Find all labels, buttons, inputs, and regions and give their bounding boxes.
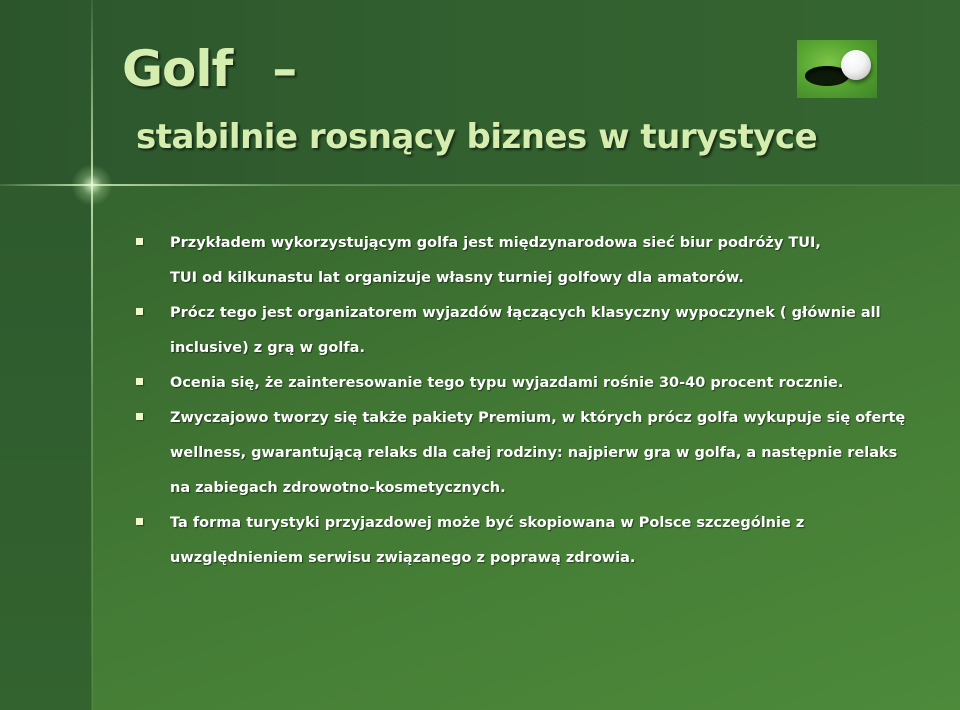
bullet-line: Ta forma turystyki przyjazdowej może być skopiowana w Polsce szczególnie z [170,515,805,531]
bullet-item [128,401,918,506]
square-bullet-icon [136,413,143,420]
bullet-line: TUI od kilkunastu lat organizuje własny turniej golfowy dla amatorów. [170,270,744,286]
bullet-line: inclusive) z grą w golfa. [170,340,365,356]
horizontal-accent-line [0,184,960,186]
golf-ball-hole-icon [797,40,877,98]
bullet-item [128,296,918,366]
accent-glow [71,164,113,206]
bullet-list [128,226,918,576]
bullet-line: Przykładem wykorzystującym golfa jest międzynarodowa sieć biur podróży TUI, [170,235,821,251]
golf-ball [841,50,871,80]
bullet-line: wellness, gwarantującą relaks dla całej rodziny: najpierw gra w golfa, a następnie relaks [170,445,898,461]
title-text: Golf [122,40,233,98]
bullet-line: Zwyczajowo tworzy się także pakiety Premium, w których prócz golfa wykupuje się ofertę [170,410,906,426]
square-bullet-icon [136,378,143,385]
vertical-accent-line [91,0,93,710]
slide-title [122,38,296,100]
bullet-line: na zabiegach zdrowotno-kosmetycznych. [170,480,506,496]
square-bullet-icon [136,238,143,245]
slide-subtitle: stabilnie rosnący biznes w turystyce [136,117,818,157]
left-band [0,185,92,710]
bullet-line: Prócz tego jest organizatorem wyjazdów łączących klasyczny wypoczynek ( głównie all [170,305,881,321]
bullet-item [128,506,918,576]
bullet-line: uwzględnieniem serwisu związanego z poprawą zdrowia. [170,550,636,566]
square-bullet-icon [136,308,143,315]
bullet-item [128,366,918,401]
bullet-line: Ocenia się, że zainteresowanie tego typu wyjazdami rośnie 30-40 procent rocznie. [170,375,844,391]
square-bullet-icon [136,518,143,525]
title-dash: – [272,40,297,98]
bullet-item [128,226,918,296]
